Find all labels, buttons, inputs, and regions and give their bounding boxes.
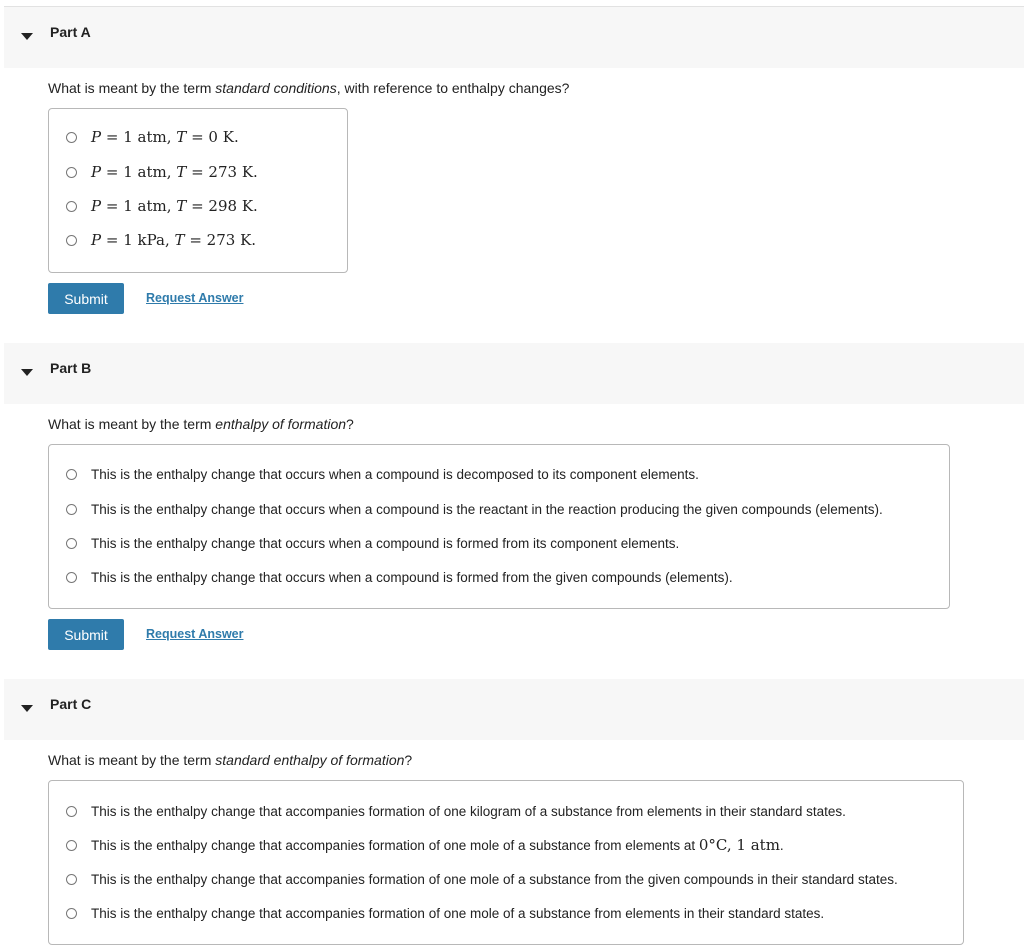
part-c-option-3[interactable]: This is the enthalpy change that accompanies formation of one mole of a substance from the given compounds in their standard states.	[66, 869, 898, 889]
caret-down-icon[interactable]	[21, 369, 33, 376]
part-c-options	[48, 780, 964, 945]
part-b-submit-button[interactable]: Submit	[48, 619, 124, 650]
part-a-header[interactable]	[4, 7, 1024, 68]
part-a-option-2[interactable]: P = 1 atm, T = 273 K.	[66, 162, 258, 182]
radio-button[interactable]	[66, 132, 77, 143]
radio-button[interactable]	[66, 908, 77, 919]
part-c-option-2[interactable]: This is the enthalpy change that accompanies formation of one mole of a substance from elements at 0°C, 1 atm.	[66, 835, 784, 855]
part-b-title: Part B	[50, 360, 92, 376]
part-b-question: What is meant by the term enthalpy of formation?	[48, 416, 354, 432]
radio-button[interactable]	[66, 538, 77, 549]
part-b-options	[48, 444, 950, 609]
part-b-request-answer-link[interactable]: Request Answer	[146, 627, 244, 641]
part-b-option-3[interactable]: This is the enthalpy change that occurs when a compound is formed from its component elements.	[66, 533, 679, 553]
radio-button[interactable]	[66, 572, 77, 583]
part-a-option-4[interactable]: P = 1 kPa, T = 273 K.	[66, 230, 256, 250]
part-b-option-2[interactable]: This is the enthalpy change that occurs when a compound is the reactant in the reaction producing the given compounds (elements).	[66, 499, 883, 519]
radio-button[interactable]	[66, 235, 77, 246]
part-b-option-4[interactable]: This is the enthalpy change that occurs when a compound is formed from the given compounds (elements).	[66, 567, 733, 587]
part-c-title: Part C	[50, 696, 92, 712]
radio-button[interactable]	[66, 504, 77, 515]
caret-down-icon[interactable]	[21, 33, 33, 40]
part-a-options	[48, 108, 348, 273]
part-a-submit-button[interactable]: Submit	[48, 283, 124, 314]
radio-button[interactable]	[66, 167, 77, 178]
part-c-question: What is meant by the term standard enthalpy of formation?	[48, 752, 413, 768]
radio-button[interactable]	[66, 469, 77, 480]
radio-button[interactable]	[66, 806, 77, 817]
part-a-title: Part A	[50, 24, 91, 40]
part-a-option-3[interactable]: P = 1 atm, T = 298 K.	[66, 196, 258, 216]
radio-button[interactable]	[66, 201, 77, 212]
part-b-option-1[interactable]: This is the enthalpy change that occurs when a compound is decomposed to its component elements.	[66, 464, 699, 484]
part-c-option-1[interactable]: This is the enthalpy change that accompanies formation of one kilogram of a substance from elements in their standard states.	[66, 801, 846, 821]
part-c-option-4[interactable]: This is the enthalpy change that accompanies formation of one mole of a substance from elements in their standard states.	[66, 903, 824, 923]
part-c-header[interactable]	[4, 679, 1024, 740]
part-a-question: What is meant by the term standard conditions, with reference to enthalpy changes?	[48, 80, 570, 96]
part-a-option-1[interactable]: P = 1 atm, T = 0 K.	[66, 127, 239, 147]
part-a-request-answer-link[interactable]: Request Answer	[146, 291, 244, 305]
radio-button[interactable]	[66, 840, 77, 851]
caret-down-icon[interactable]	[21, 705, 33, 712]
radio-button[interactable]	[66, 874, 77, 885]
part-b-header[interactable]	[4, 343, 1024, 404]
